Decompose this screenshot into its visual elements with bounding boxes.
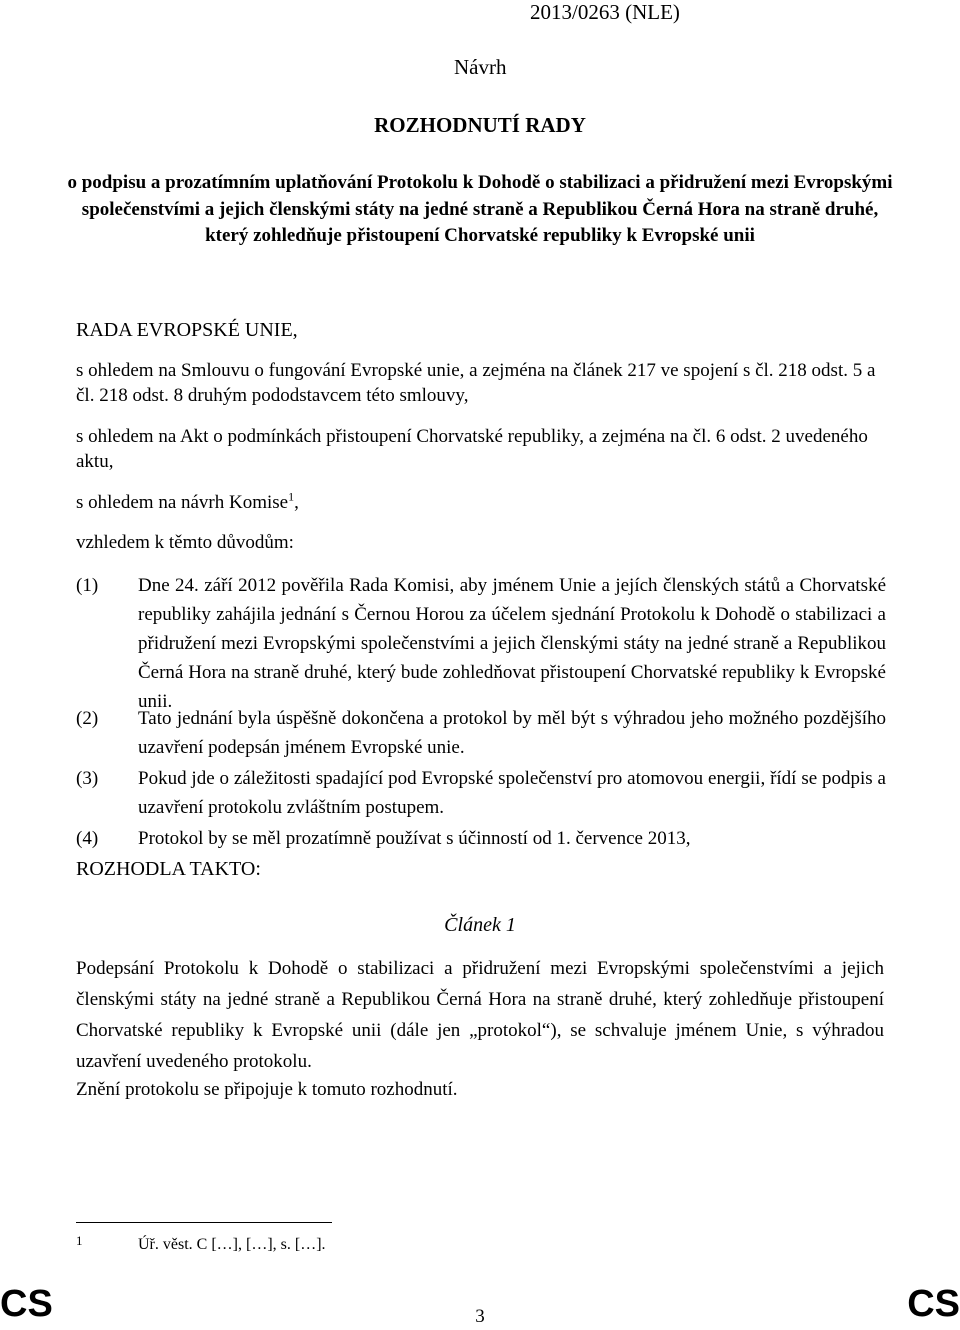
page-number: 3 — [475, 1306, 485, 1327]
citation-treaty: s ohledem na Smlouvu o fungování Evropské unie, a zejména na článek 217 ve spojení s čl. 218 odst. 5 a čl. 218 odst. 8 druhým pododstavcem této smlouvy, — [76, 360, 876, 406]
council-heading: RADA EVROPSKÉ UNIE, — [76, 319, 298, 341]
recital-text: Dne 24. září 2012 pověřila Rada Komisi, aby jménem Unie a jejích členských států a Chorvatské republiky zahájila jednání s Černou Horou za účelem sjednání Protokolu k Dohodě o stabilizaci a přidružení mezi Evropskými společenstvími a jejich členskými státy na jedné straně a Republikou Černá Hora na straně druhé, který bude zohledňovat přistoupení Chorvatské republiky k Evropské unii. — [138, 575, 886, 712]
draft-label: Návrh — [454, 55, 507, 79]
recital-number: (3) — [76, 768, 99, 789]
recital-1 — [76, 571, 886, 716]
language-code-left: CS — [0, 1283, 53, 1325]
recitals-intro: vzhledem k těmto důvodům: — [76, 532, 294, 553]
citation-commission-end: , — [294, 492, 299, 513]
recital-3 — [76, 764, 886, 822]
decision-formula: ROZHODLA TAKTO: — [76, 858, 261, 880]
citation-accession-act: s ohledem na Akt o podmínkách přistoupení Chorvatské republiky, a zejména na čl. 6 odst. 2 uvedeného aktu, — [76, 426, 868, 472]
recital-number: (4) — [76, 828, 99, 849]
recital-2 — [76, 704, 886, 762]
document-subject: o podpisu a prozatímním uplatňování Protokolu k Dohodě o stabilizaci a přidružení mezi Evropskými společenstvími a jejich členskými státy na jedné straně a Republikou Černá Hora na straně druhé, který zohledňuje přistoupení Chorvatské republiky k Evropské unii — [67, 172, 893, 246]
footnote-separator — [76, 1222, 332, 1223]
citation-commission-proposal — [76, 490, 884, 515]
recital-text: Tato jednání byla úspěšně dokončena a protokol by měl být s výhradou jeho možného pozdějšího uzavření podepsán jménem Evropské unie. — [138, 708, 886, 758]
recital-text: Protokol by se měl prozatímně používat s účinností od 1. července 2013, — [138, 828, 691, 849]
language-code-right: CS — [907, 1283, 960, 1325]
article-paragraph-1: Podepsání Protokolu k Dohodě o stabilizaci a přidružení mezi Evropskými společenstvími a jejich členskými státy na jedné straně a Republikou Černá Hora na straně druhé, který zohledňuje přistoupení Chorvatské republiky k Evropské unii (dále jen „protokol“), se schvaluje jménem Unie, s výhradou uzavření uvedeného protokolu. — [76, 958, 884, 1072]
article-paragraph-2: Znění protokolu se připojuje k tomuto rozhodnutí. — [76, 1079, 458, 1100]
recital-number: (2) — [76, 708, 99, 729]
citation-commission-text: s ohledem na návrh Komise — [76, 492, 289, 513]
document-reference: 2013/0263 (NLE) — [530, 0, 680, 24]
article-title: Článek 1 — [444, 914, 516, 936]
footnote-reference[interactable]: 1 — [288, 489, 295, 504]
recital-4 — [76, 824, 886, 853]
footnote-mark: 1 — [76, 1233, 83, 1248]
recital-text: Pokud jde o záležitosti spadající pod Evropské společenství pro atomovou energii, řídí se podpis a uzavření protokolu zvláštním postupem. — [138, 768, 886, 818]
recital-number: (1) — [76, 575, 99, 596]
document-type-title: ROZHODNUTÍ RADY — [374, 113, 586, 137]
footnote-text: Úř. věst. C […], […], s. […]. — [138, 1236, 326, 1253]
